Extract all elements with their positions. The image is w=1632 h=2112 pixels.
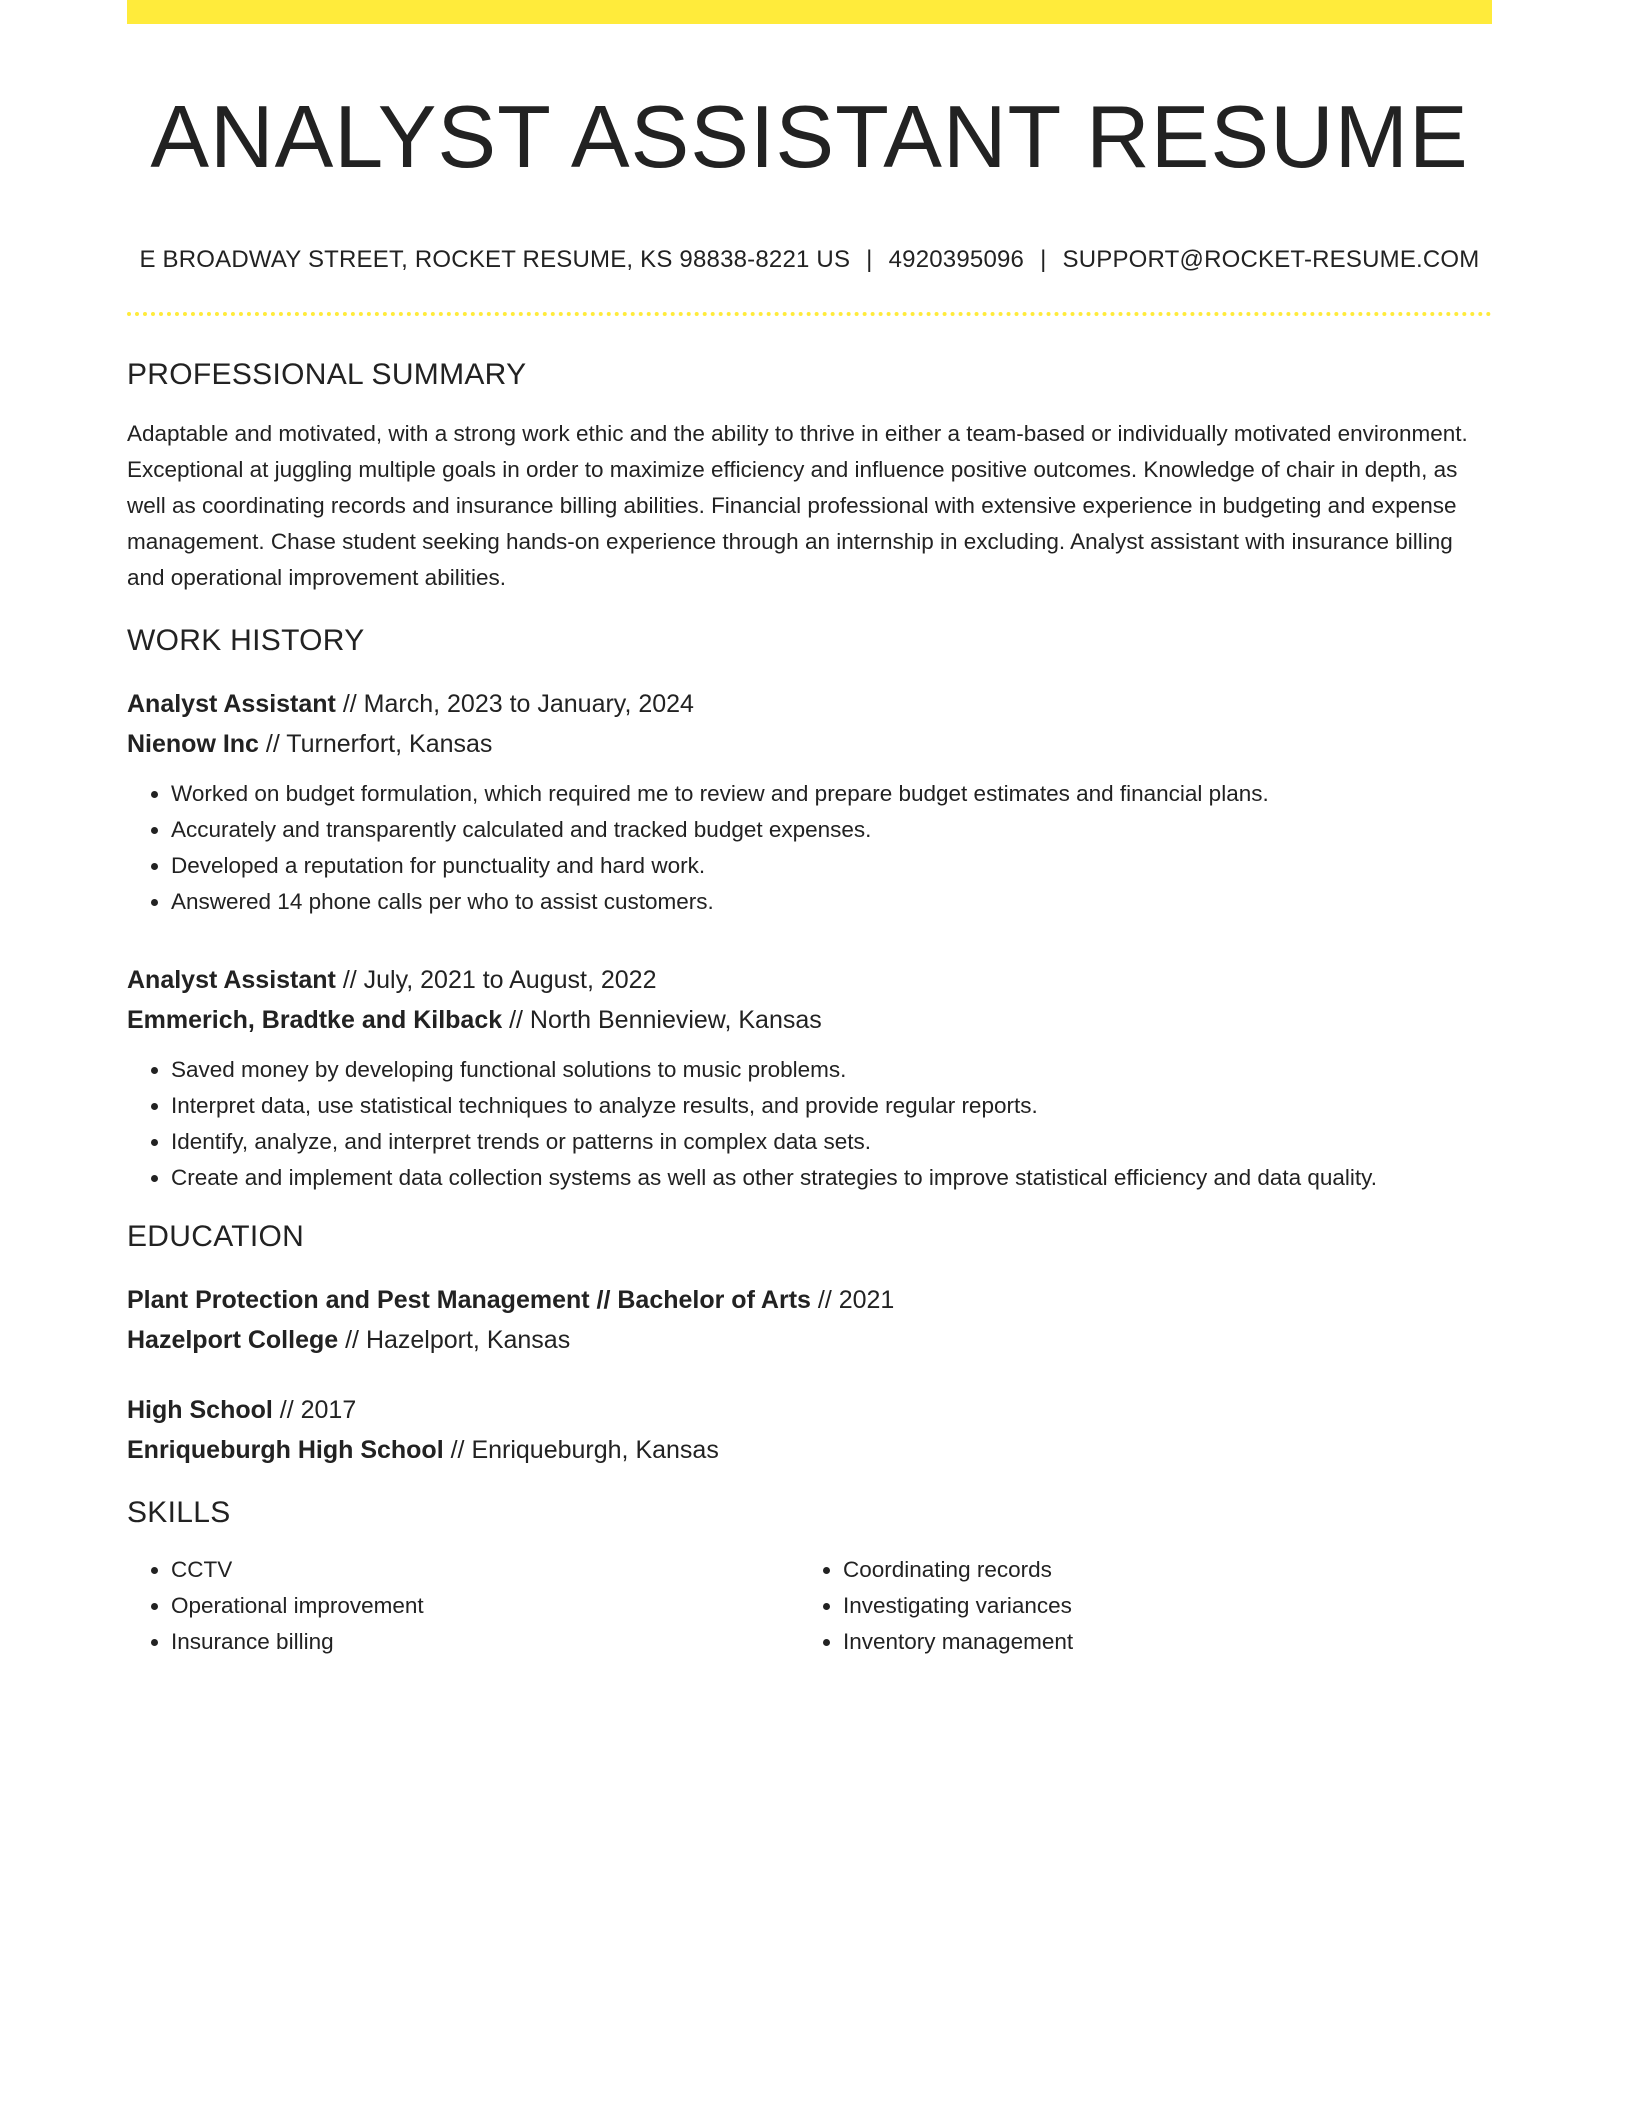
contact-address: E BROADWAY STREET, ROCKET RESUME, KS 98838-8221 US (139, 245, 851, 273)
dotted-divider (127, 312, 1492, 316)
education-year: // 2017 (272, 1395, 357, 1424)
skill-item: • Coordinating records (843, 1552, 1471, 1588)
job-bullet: • Saved money by developing functional solutions to music problems. (171, 1052, 1492, 1088)
skill-item: • Insurance billing (171, 1624, 799, 1660)
accent-top-bar (127, 0, 1492, 24)
skills-column-right (799, 1552, 1471, 1660)
job-role: Analyst Assistant (127, 965, 336, 994)
job-dates: // March, 2023 to January, 2024 (335, 689, 694, 718)
summary-text: Adaptable and motivated, with a strong work ethic and the ability to thrive in either a team-based or individually motivated environment. Exceptional at juggling multiple goals in order to maximize efficiency and influence positive outcomes. Knowledge of chair in depth, as well as coordinating records and insurance billing abilities. Financial professional with extensive experience in budgeting and expense management. Chase student seeking hands-on experience through an internship in excluding. Analyst assistant with insurance billing and operational improvement abilities. (127, 420, 1468, 590)
job-company: Nienow Inc (127, 729, 259, 758)
resume-page (127, 0, 1492, 1660)
job-bullet: • Accurately and transparently calculated and tracked budget expenses. (171, 812, 1492, 848)
job-location: // Turnerfort, Kansas (258, 729, 493, 758)
job-title-line (127, 960, 1492, 1000)
education-location: // Hazelport, Kansas (338, 1325, 571, 1354)
job-bullets (127, 776, 1492, 920)
job-company-line (127, 724, 1492, 764)
job-bullet: • Developed a reputation for punctuality and hard work. (171, 848, 1492, 884)
job-company-line (127, 1000, 1492, 1040)
education-school: Enriqueburgh High School (127, 1435, 444, 1464)
skills-heading: SKILLS (127, 1495, 231, 1529)
education-location: // Enriqueburgh, Kansas (443, 1435, 719, 1464)
job-bullets (127, 1052, 1492, 1196)
skill-item: • Inventory management (843, 1624, 1471, 1660)
skills-column-left (127, 1552, 799, 1660)
contact-email: SUPPORT@ROCKET-RESUME.COM (1062, 245, 1480, 273)
education-degree-line (127, 1280, 1492, 1320)
job-bullet: • Create and implement data collection systems as well as other strategies to improve statistical efficiency and data quality. (171, 1160, 1492, 1196)
job-bullet: • Identify, analyze, and interpret trends or patterns in complex data sets. (171, 1124, 1492, 1160)
education-school: Hazelport College (127, 1325, 339, 1354)
education-year: // 2021 (810, 1285, 895, 1314)
job-bullet: • Worked on budget formulation, which required me to review and prepare budget estimates and financial plans. (171, 776, 1492, 812)
education-school-line (127, 1320, 1492, 1360)
education-entry (127, 1280, 1492, 1360)
education-degree: Plant Protection and Pest Management // Bachelor of Arts (127, 1285, 811, 1314)
work-history-heading: WORK HISTORY (127, 623, 365, 657)
job-role: Analyst Assistant (127, 689, 336, 718)
job-location: // North Bennieview, Kansas (502, 1005, 822, 1034)
job-company: Emmerich, Bradtke and Kilback (127, 1005, 503, 1034)
contact-phone: 4920395096 (888, 245, 1025, 273)
skill-item: • Investigating variances (843, 1588, 1471, 1624)
skill-item: • CCTV (171, 1552, 799, 1588)
job-title-line (127, 684, 1492, 724)
education-entry (127, 1390, 1492, 1470)
skill-item: • Operational improvement (171, 1588, 799, 1624)
education-school-line (127, 1430, 1492, 1470)
education-degree-line (127, 1390, 1492, 1430)
job-bullet: • Interpret data, use statistical techniques to analyze results, and provide regular reports. (171, 1088, 1492, 1124)
job-dates: // July, 2021 to August, 2022 (335, 965, 657, 994)
job-entry (127, 684, 1492, 920)
contact-line (127, 246, 1492, 274)
job-bullet: • Answered 14 phone calls per who to assist customers. (171, 884, 1492, 920)
contact-separator: | (1040, 245, 1047, 273)
resume-title: ANALYST ASSISTANT RESUME (150, 87, 1469, 186)
job-entry (127, 960, 1492, 1196)
summary-heading: PROFESSIONAL SUMMARY (127, 357, 527, 391)
education-heading: EDUCATION (127, 1219, 305, 1253)
contact-separator: | (866, 245, 873, 273)
skills-grid (127, 1552, 1492, 1660)
education-degree: High School (127, 1395, 273, 1424)
